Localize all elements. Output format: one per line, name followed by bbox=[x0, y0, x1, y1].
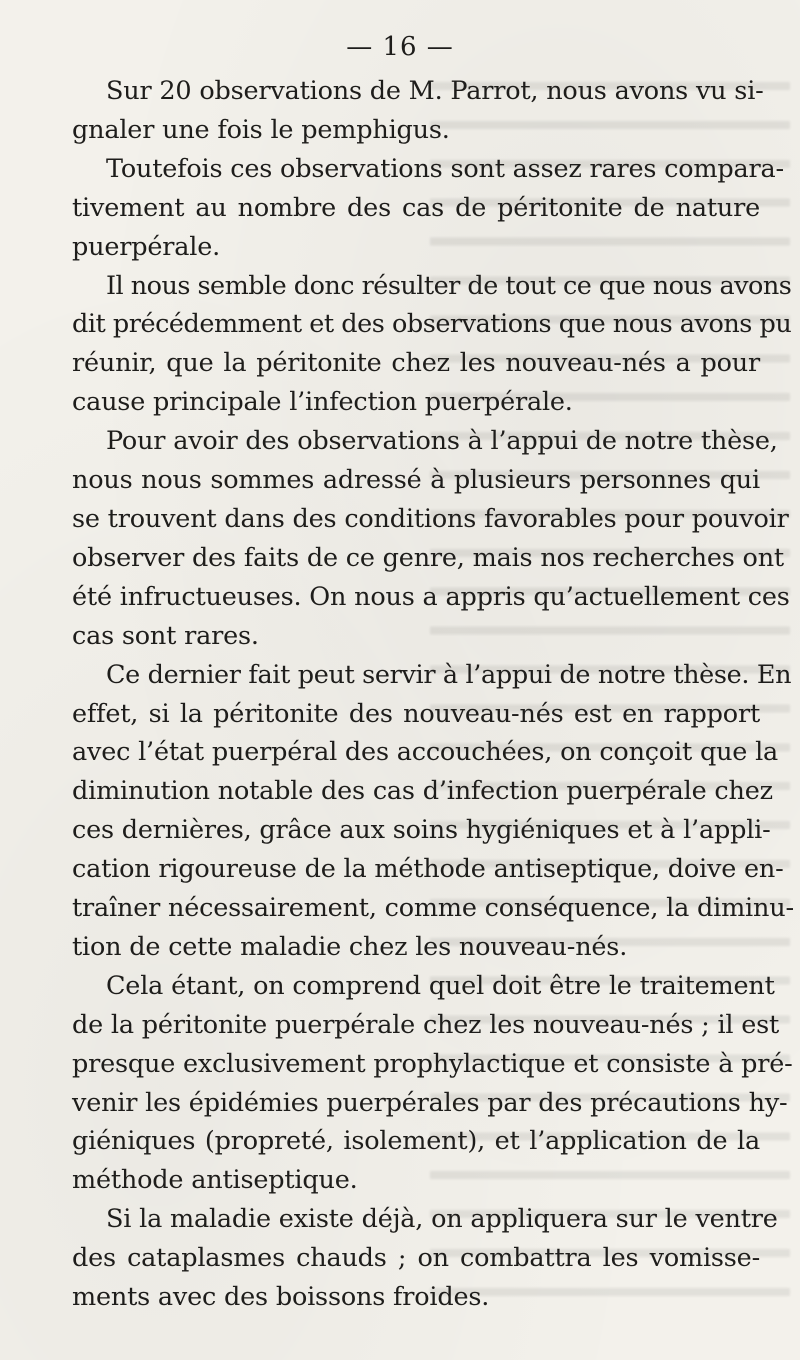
text-line: nous nous sommes adressé à plusieurs personnes qui bbox=[72, 465, 760, 496]
paragraph-5 bbox=[38, 656, 794, 967]
page-number: — 16 — bbox=[346, 32, 454, 62]
text-line: Cela étant, on comprend quel doit être le traitement bbox=[106, 970, 775, 1001]
text-line: observer des faits de ce genre, mais nos recherches ont bbox=[72, 542, 784, 573]
text-line: traîner nécessairement, comme conséquence, la diminu- bbox=[72, 893, 794, 924]
text-line: cause principale l’infection puerpérale. bbox=[72, 387, 573, 418]
text-line: de la péritonite puerpérale chez les nouveau-nés ; il est bbox=[72, 1009, 780, 1040]
text-line: diminution notable des cas d’infection puerpérale chez bbox=[72, 776, 773, 807]
text-line: réunir, que la péritonite chez les nouveau-nés a pour bbox=[72, 348, 760, 379]
text-line: puerpérale. bbox=[72, 231, 220, 262]
text-line: Si la maladie existe déjà, on appliquera sur le ventre bbox=[106, 1204, 778, 1235]
paragraph-3 bbox=[38, 267, 792, 423]
text-line: giéniques (propreté, isolement), et l’application de la bbox=[72, 1126, 760, 1157]
text-line: venir les épidémies puerpérales par des précautions hy- bbox=[72, 1087, 788, 1118]
text-line: cas sont rares. bbox=[72, 620, 259, 651]
text-line: Ce dernier fait peut servir à l’appui de notre thèse. En bbox=[106, 659, 792, 690]
text-line: tivement au nombre des cas de péritonite de nature bbox=[72, 192, 760, 223]
text-line: cation rigoureuse de la méthode antiseptique, doive en- bbox=[72, 854, 784, 885]
text-line: avec l’état puerpéral des accouchées, on conçoit que la bbox=[72, 737, 779, 768]
text-line: effet, si la péritonite des nouveau-nés est en rapport bbox=[72, 698, 760, 729]
text-line: gnaler une fois le pemphigus. bbox=[72, 114, 450, 145]
text-line: ces dernières, grâce aux soins hygiéniques et à l’appli- bbox=[72, 815, 771, 846]
body-text bbox=[38, 72, 794, 1317]
text-line: se trouvent dans des conditions favorables pour pouvoir bbox=[72, 503, 789, 534]
text-line: Sur 20 observations de M. Parrot, nous avons vu si- bbox=[106, 76, 764, 106]
paragraph-4 bbox=[38, 422, 790, 655]
text-line: été infructueuses. On nous a appris qu’actuellement ces bbox=[72, 581, 790, 612]
paragraph-6 bbox=[38, 967, 793, 1200]
paragraph-1 bbox=[38, 72, 764, 150]
text-line: des cataplasmes chauds ; on combattra les vomisse- bbox=[72, 1243, 760, 1274]
text-line: méthode antiseptique. bbox=[72, 1165, 358, 1196]
text-line: dit précédemment et des observations que nous avons pu bbox=[72, 309, 792, 340]
text-line: Pour avoir des observations à l’appui de notre thèse, bbox=[106, 426, 778, 457]
text-line: ments avec des boissons froides. bbox=[72, 1282, 490, 1313]
paragraph-2 bbox=[38, 150, 784, 267]
text-line: Il nous semble donc résulter de tout ce que nous avons bbox=[106, 270, 792, 301]
text-line: tion de cette maladie chez les nouveau-nés. bbox=[72, 931, 628, 962]
text-line: Toutefois ces observations sont assez rares compara- bbox=[106, 153, 784, 184]
paragraph-7 bbox=[38, 1200, 778, 1317]
text-line: presque exclusivement prophylactique et consiste à pré- bbox=[72, 1048, 793, 1079]
